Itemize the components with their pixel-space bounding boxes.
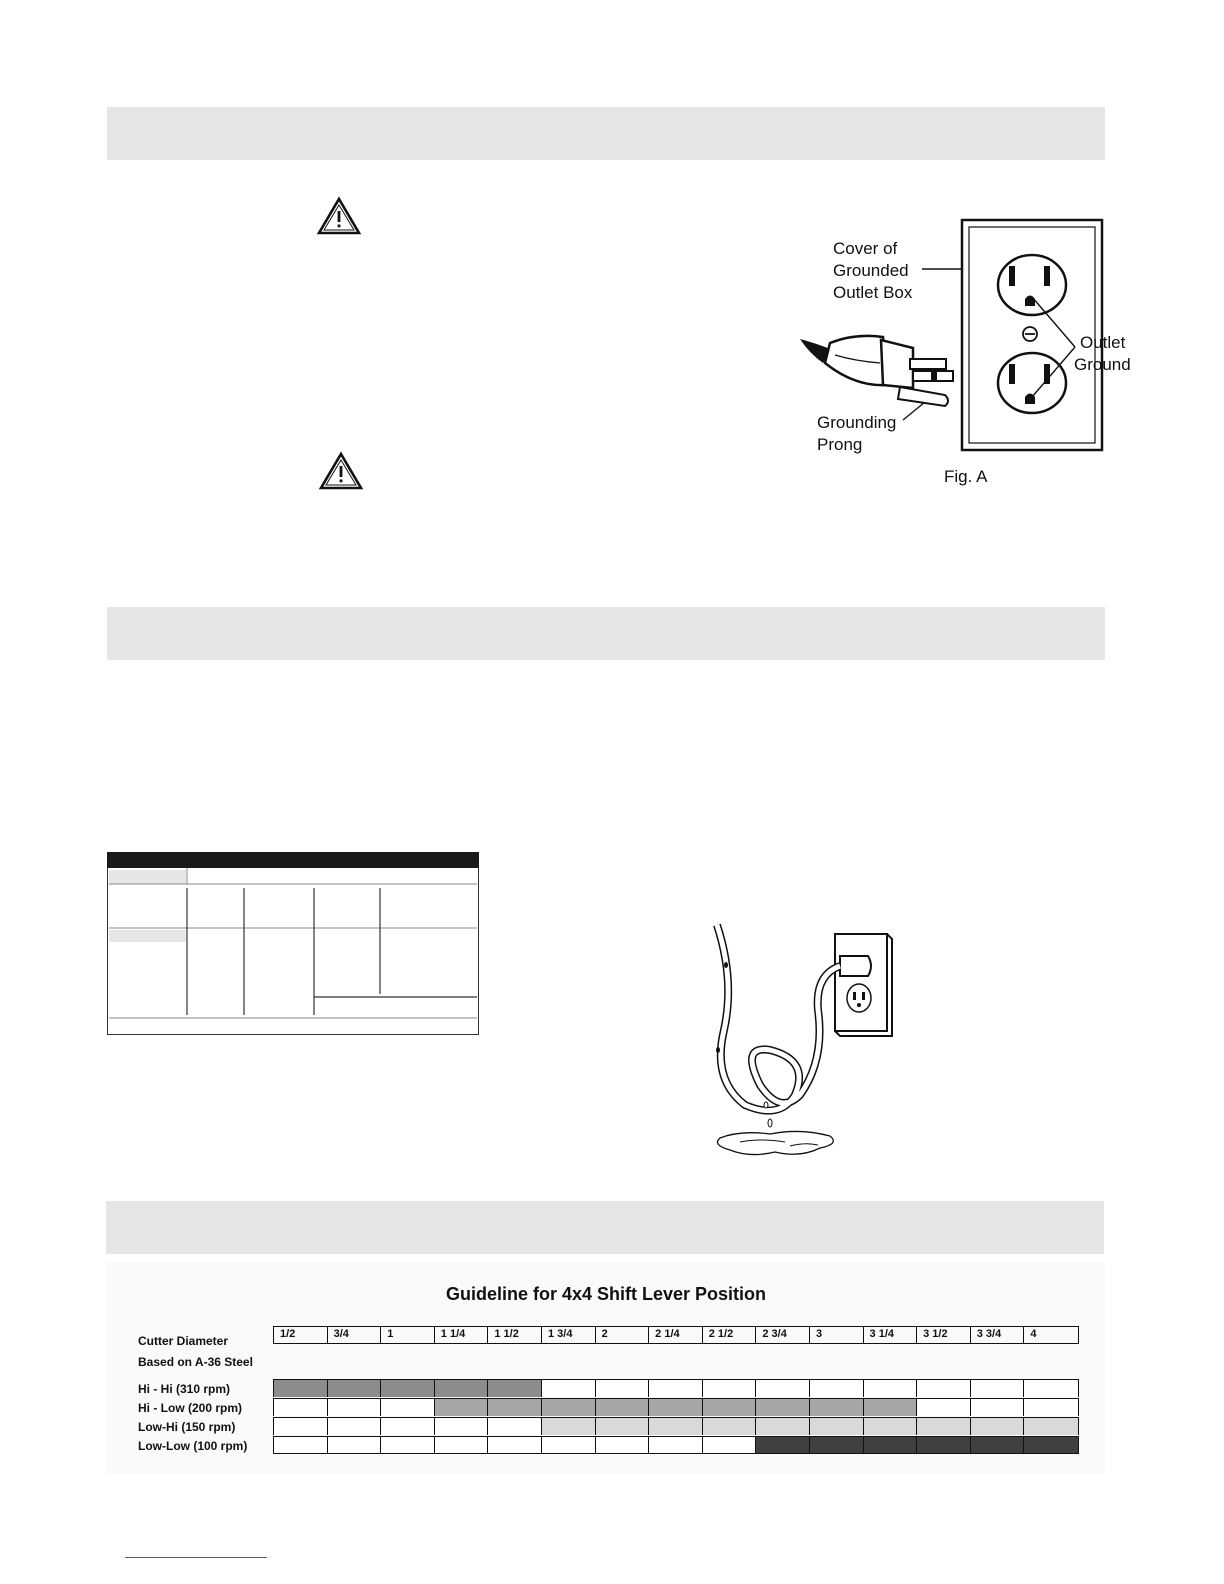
speed-cell — [488, 1418, 542, 1435]
speed-cell — [703, 1437, 757, 1453]
diameter-cell: 2 1/4 — [649, 1327, 703, 1343]
diameter-cell: 1 1/4 — [435, 1327, 489, 1343]
row-label-hi-low: Hi - Low (200 rpm) — [138, 1401, 243, 1415]
row-label-low-low: Low-Low (100 rpm) — [138, 1439, 248, 1453]
speed-cell — [703, 1399, 757, 1416]
speed-cell — [1024, 1418, 1078, 1435]
speed-cell — [756, 1418, 810, 1435]
shift-lever-guideline — [107, 1262, 1105, 1474]
speed-cell — [435, 1380, 489, 1397]
diameter-cell: 3 1/4 — [864, 1327, 918, 1343]
section-header-band-2 — [107, 607, 1105, 660]
speed-cell — [274, 1437, 328, 1453]
diameter-cell: 2 — [596, 1327, 650, 1343]
speed-cell — [703, 1380, 757, 1397]
speed-cell — [488, 1380, 542, 1397]
prong-label-line-1: Grounding — [817, 413, 897, 432]
speed-cell — [810, 1399, 864, 1416]
speed-cell — [488, 1437, 542, 1453]
section-header-band-3 — [106, 1201, 1104, 1254]
speed-cell — [596, 1437, 650, 1453]
prong-label-line-2: Prong — [817, 435, 863, 454]
speed-row-low-low — [273, 1436, 1079, 1454]
speed-cell — [649, 1437, 703, 1453]
speed-cell — [1024, 1380, 1078, 1397]
footer-link-underline — [125, 1557, 267, 1558]
speed-cell — [756, 1437, 810, 1453]
speed-cell — [810, 1418, 864, 1435]
speed-cell — [381, 1380, 435, 1397]
diameter-cell: 1 3/4 — [542, 1327, 596, 1343]
warning-icon — [318, 451, 364, 491]
diameter-header-row — [273, 1326, 1079, 1344]
speed-cell — [596, 1418, 650, 1435]
speed-cell — [917, 1437, 971, 1453]
speed-cell — [971, 1437, 1025, 1453]
diameter-cell: 2 1/2 — [703, 1327, 757, 1343]
speed-cell — [1024, 1437, 1078, 1453]
diameter-cell: 1 — [381, 1327, 435, 1343]
cutter-diameter-label: Cutter Diameter — [138, 1334, 229, 1348]
cover-label-line-3: Outlet Box — [833, 283, 913, 302]
speed-cell — [381, 1437, 435, 1453]
speed-cell — [328, 1399, 382, 1416]
speed-cell — [274, 1380, 328, 1397]
speed-cell — [542, 1418, 596, 1435]
speed-cell — [488, 1399, 542, 1416]
speed-cell — [756, 1380, 810, 1397]
speed-cell — [756, 1399, 810, 1416]
row-label-hi-hi: Hi - Hi (310 rpm) — [138, 1382, 231, 1396]
speed-cell — [596, 1399, 650, 1416]
guideline-title: Guideline for 4x4 Shift Lever Position — [445, 1284, 767, 1304]
speed-cell — [542, 1437, 596, 1453]
speed-cell — [864, 1399, 918, 1416]
speed-cell — [328, 1418, 382, 1435]
extension-cord-table — [107, 852, 479, 1035]
warning-icon — [316, 196, 362, 236]
speed-cell — [703, 1418, 757, 1435]
figure-caption: Fig. A — [944, 467, 988, 486]
speed-cell — [810, 1437, 864, 1453]
diameter-cell: 4 — [1030, 1328, 1037, 1340]
speed-cell — [328, 1380, 382, 1397]
diameter-cell: 2 3/4 — [756, 1327, 810, 1343]
speed-row-hi-hi — [273, 1379, 1079, 1397]
diameter-cell: 1 1/2 — [488, 1327, 542, 1343]
speed-cell — [274, 1418, 328, 1435]
steel-basis-label: Based on A-36 Steel — [138, 1355, 253, 1369]
speed-cell — [971, 1380, 1025, 1397]
wet-cord-illustration — [700, 920, 895, 1165]
cover-label-line-1: Cover of — [833, 239, 898, 258]
speed-cell — [864, 1418, 918, 1435]
speed-cell — [1024, 1399, 1078, 1416]
speed-cell — [542, 1380, 596, 1397]
section-header-band-1 — [107, 107, 1105, 160]
speed-row-low-hi — [273, 1417, 1079, 1435]
diameter-cell: 3 3/4 — [971, 1327, 1025, 1343]
speed-cell — [435, 1399, 489, 1416]
speed-cell — [381, 1418, 435, 1435]
cover-label-line-2: Grounded — [833, 261, 909, 280]
speed-cell — [810, 1380, 864, 1397]
speed-cell — [435, 1418, 489, 1435]
speed-cell — [381, 1399, 435, 1416]
speed-cell — [649, 1380, 703, 1397]
diameter-cell: 3 1/2 — [917, 1327, 971, 1343]
speed-cell — [864, 1437, 918, 1453]
speed-cell — [274, 1399, 328, 1416]
speed-row-hi-low — [273, 1398, 1079, 1416]
speed-cell — [542, 1399, 596, 1416]
row-label-low-hi: Low-Hi (150 rpm) — [138, 1420, 236, 1434]
speed-cell — [328, 1437, 382, 1453]
speed-cell — [649, 1418, 703, 1435]
speed-cell — [971, 1399, 1025, 1416]
speed-cell — [649, 1399, 703, 1416]
outlet-ground-label-line-1: Outlet — [1080, 333, 1126, 352]
diameter-cell: 3/4 — [328, 1327, 382, 1343]
speed-cell — [971, 1418, 1025, 1435]
speed-cell — [917, 1418, 971, 1435]
speed-cell — [864, 1380, 918, 1397]
speed-cell — [917, 1380, 971, 1397]
diameter-cell: 3 — [810, 1327, 864, 1343]
speed-cell — [596, 1380, 650, 1397]
speed-cell — [917, 1399, 971, 1416]
outlet-ground-label-line-2: Ground — [1074, 355, 1131, 374]
diameter-cell: 1/2 — [274, 1327, 328, 1343]
speed-cell — [435, 1437, 489, 1453]
